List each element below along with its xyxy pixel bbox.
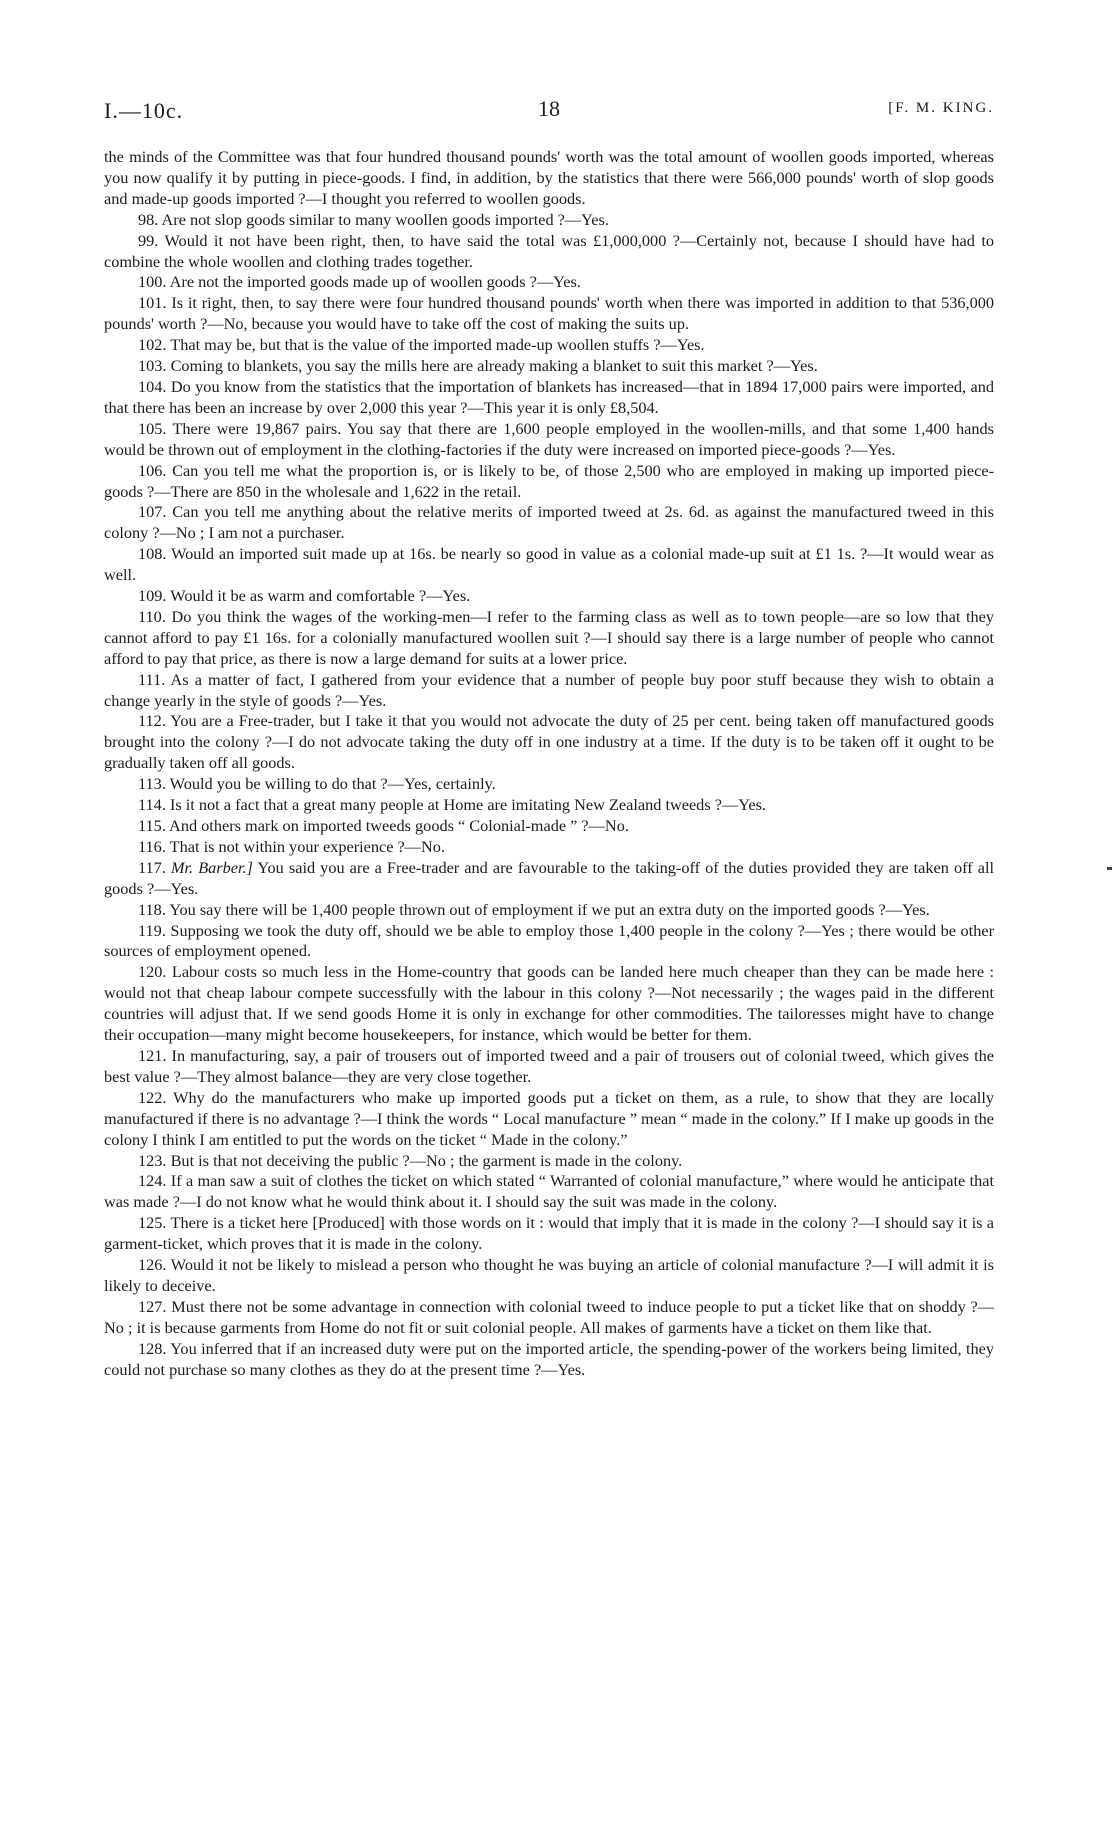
margin-mark [1107, 867, 1112, 870]
question-118: 118. You say there will be 1,400 people thrown out of employment if we put an extra duty on the imported goods ?—Yes. [138, 899, 930, 919]
question-112: 112. You are a Free-trader, but I take it that you would not advocate the duty of 25 per cent. being taken off manufactured goods brought into the colony ?—I do not advocate taking the duty off in one industry at a time. If the duty is to be taken off it ought to be gradually taken off all goods. [104, 711, 994, 773]
page-number: 18 [538, 96, 560, 121]
question-125: 125. There is a ticket here [Produced] with those words on it : would that imply that it is made in the colony ?—I should say it is a garment-ticket, which proves that it is made in the colony. [104, 1213, 994, 1254]
question-text: You said you are a Free-trader and are favourable to the taking-off of the duties provided they are taken off all goods ?—Yes. [104, 857, 994, 898]
question-124: 124. If a man saw a suit of clothes the ticket on which stated “ Warranted of colonial manufacture,” where would he anticipate that was made ?—I do not know what he would think about it. I should say the suit was made in the colony. [104, 1171, 994, 1212]
paragraph-continuation: the minds of the Committee was that four hundred thousand pounds' worth was the total amount of woollen goods imported, whereas you now qualify it by putting in piece-goods. I find, in addition, by the statistics that there were 566,000 pounds' worth of slop goods and made-up goods imported ?—I thought you referred to woollen goods. [104, 147, 994, 208]
question-123: 123. But is that not deceiving the public ?—No ; the garment is made in the colony. [138, 1150, 683, 1170]
question-106: 106. Can you tell me what the proportion is, or is likely to be, of those 2,500 who are employed in making up imported piece-goods ?—There are 850 in the wholesale and 1,622 in the retail. [104, 460, 994, 501]
question-126: 126. Would it not be likely to mislead a person who thought he was buying an article of colonial manufacture ?—I will admit it is likely to deceive. [104, 1255, 994, 1295]
question-121: 121. In manufacturing, say, a pair of trousers out of imported tweed and a pair of trousers out of colonial tweed, which gives the best value ?—They almost balance—they are very close together. [104, 1045, 994, 1086]
question-98: 98. Are not slop goods similar to many woollen goods imported ?—Yes. [138, 209, 609, 229]
question-103: 103. Coming to blankets, you say the mills here are already making a blanket to suit this market ?—Yes. [138, 356, 818, 376]
witness-name: [F. M. KING. [888, 100, 994, 116]
question-108: 108. Would an imported suit made up at 16s. be nearly so good in value as a colonial made-up suit at £1 1s. ?—It would wear as well. [104, 544, 994, 585]
document-reference: I.—10c. [104, 98, 184, 123]
question-116: 116. That is not within your experience ?—No. [138, 836, 446, 856]
evidence-body [104, 147, 994, 1380]
question-100: 100. Are not the imported goods made up of woollen goods ?—Yes. [138, 272, 581, 292]
question-105: 105. There were 19,867 pairs. You say that there are 1,600 people employed in the woollen-mills, and that some 1,400 hands would be thrown out of employment in the clothing-factories if the duty were increased on imported piece-goods ?—Yes. [104, 418, 994, 459]
question-102: 102. That may be, but that is the value of the imported made-up woollen stuffs ?—Yes. [138, 335, 705, 355]
question-115: 115. And others mark on imported tweeds goods “ Colonial-made ” ?—No. [138, 816, 629, 835]
question-127: 127. Must there not be some advantage in connection with colonial tweed to induce people to put a ticket like that on shoddy ?—No ; it is because garments from Home do not fit or suit colonial people. All makes of garments have a ticket on them like that. [104, 1296, 994, 1337]
question-109: 109. Would it be as warm and comfortable ?—Yes. [138, 586, 471, 606]
question-number: 117. [138, 857, 166, 877]
question-107: 107. Can you tell me anything about the relative merits of imported tweed at 2s. 6d. as against the manufactured tweed in this colony ?—No ; I am not a purchaser. [104, 502, 994, 543]
page-header [104, 92, 994, 132]
question-110: 110. Do you think the wages of the working-men—I refer to the farming class as well as to town people—are so low that they cannot afford to pay £1 16s. for a colonially manufactured woollen suit ?—I should say there is a large number of people who cannot afford to pay that price, as there is now a large demand for suits at a lower price. [104, 606, 994, 668]
question-119: 119. Supposing we took the duty off, should we be able to employ those 1,400 people in the colony ?—Yes ; there would be other sources of employment opened. [104, 920, 994, 961]
question-101: 101. Is it right, then, to say there were four hundred thousand pounds' worth when there was imported in addition to that 536,000 pounds' worth ?—No, because you would have to take off the cost of making the suits up. [104, 293, 994, 334]
question-113: 113. Would you be willing to do that ?—Yes, certainly. [138, 774, 496, 794]
question-120: 120. Labour costs so much less in the Home-country that goods can be landed here much cheaper than they can be made here : would not that cheap labour compete successfully with the labour in this colony ?—Not necessarily ; the wages paid in the different countries will adjust that. If we send goods Home it is only in exchange for other commodities. The tailoresses might have to change their occupation—many might become housekeepers, for instance, which would be better for them. [104, 962, 994, 1045]
question-104: 104. Do you know from the statistics that the importation of blankets has increased—that in 1894 17,000 pairs were imported, and that there has been an increase by over 2,000 this year ?—This year it is only £8,504. [104, 376, 994, 417]
speaker-name: Mr. Barber.] [170, 857, 253, 877]
question-122: 122. Why do the manufacturers who make up imported goods put a ticket on them, as a rule, to show that they are locally manufactured if there is no advantage ?—I think the words “ Local manufacture ” mean “ made in the colony.” If I make up goods in the colony I think I am entitled to put the words on the ticket “ Made in the colony.” [104, 1087, 995, 1149]
question-117 [104, 858, 994, 900]
question-128: 128. You inferred that if an increased duty were put on the imported article, the spending-power of the workers being limited, they could not purchase so many clothes as they do at the present time ?—Yes. [104, 1338, 994, 1379]
question-111: 111. As a matter of fact, I gathered from your evidence that a number of people buy poor stuff because they wish to obtain a change yearly in the style of goods ?—Yes. [104, 669, 994, 710]
question-99: 99. Would it not have been right, then, to have said the total was £1,000,000 ?—Certainly not, because I should have had to combine the whole woollen and clothing trades together. [104, 230, 994, 271]
question-114: 114. Is it not a fact that a great many people at Home are imitating New Zealand tweeds ?—Yes. [138, 795, 766, 815]
